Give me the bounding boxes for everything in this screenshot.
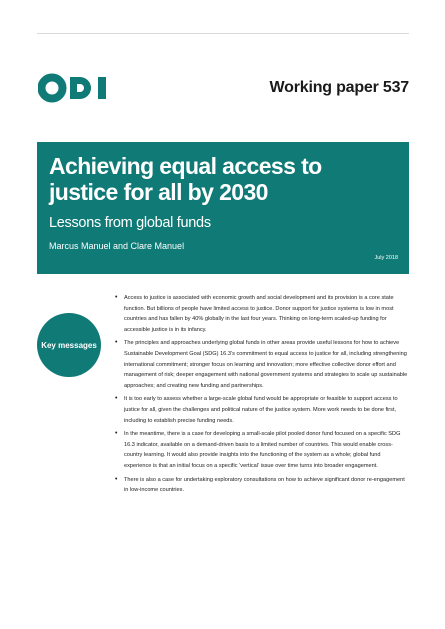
document-title: Achieving equal access to justice for all by 2030 (49, 153, 322, 205)
key-message-item: • There is also a case for undertaking exploratory consultations on how to achieve significant donor re-engagement in low-income countries. (115, 475, 408, 496)
top-divider (37, 33, 409, 34)
key-messages-list (115, 293, 408, 499)
key-message-item: • It is too early to assess whether a large-scale global fund would be appropriate or feasible to support access to justice for all, given the challenges and political nature of the justice system. More work needs to be done first, including to establish precise funding needs. (115, 394, 408, 426)
key-messages-label: Key messages (41, 340, 97, 350)
key-messages-badge (37, 313, 101, 377)
working-paper-label: Working paper 537 (269, 79, 409, 96)
title-banner (37, 142, 409, 274)
publication-date: July 2018 (374, 255, 398, 261)
document-subtitle: Lessons from global funds (49, 215, 211, 231)
odi-logo (38, 73, 113, 103)
authors: Marcus Manuel and Clare Manuel (49, 241, 185, 251)
key-message-item: • The principles and approaches underlying global funds in other areas provide useful lessons for how to achieve Sustainable Development Goal (SDG) 16.3’s commitment to equal access to justice for all, including strengthening international commitment; stronger focus on learning and innovation; more effective collective donor effort and management of risk; deeper engagement with national government systems and strategies to scale up sustainable approaches; and creating new funding and partnerships. (115, 338, 408, 391)
key-message-item: • In the meantime, there is a case for developing a small-scale pilot pooled donor fund focused on a specific SDG 16.3 indicator, available on a demand-driven basis to a limited number of countries. This would enable cross-country learning. It would also provide insights into the functioning of the system as a whole; global fund experience is that an initial focus on a specific ‘vertical’ issue over time turns into broader engagement. (115, 429, 408, 471)
key-message-item: • Access to justice is associated with economic growth and social development and its provision is a core state function. But billions of people have limited access to justice. Donor support for justice systems is low in most countries and has fallen by 40% globally in the last four years. Thinking on long-term scaled-up funding for accessible justice is in its infancy. (115, 293, 408, 335)
